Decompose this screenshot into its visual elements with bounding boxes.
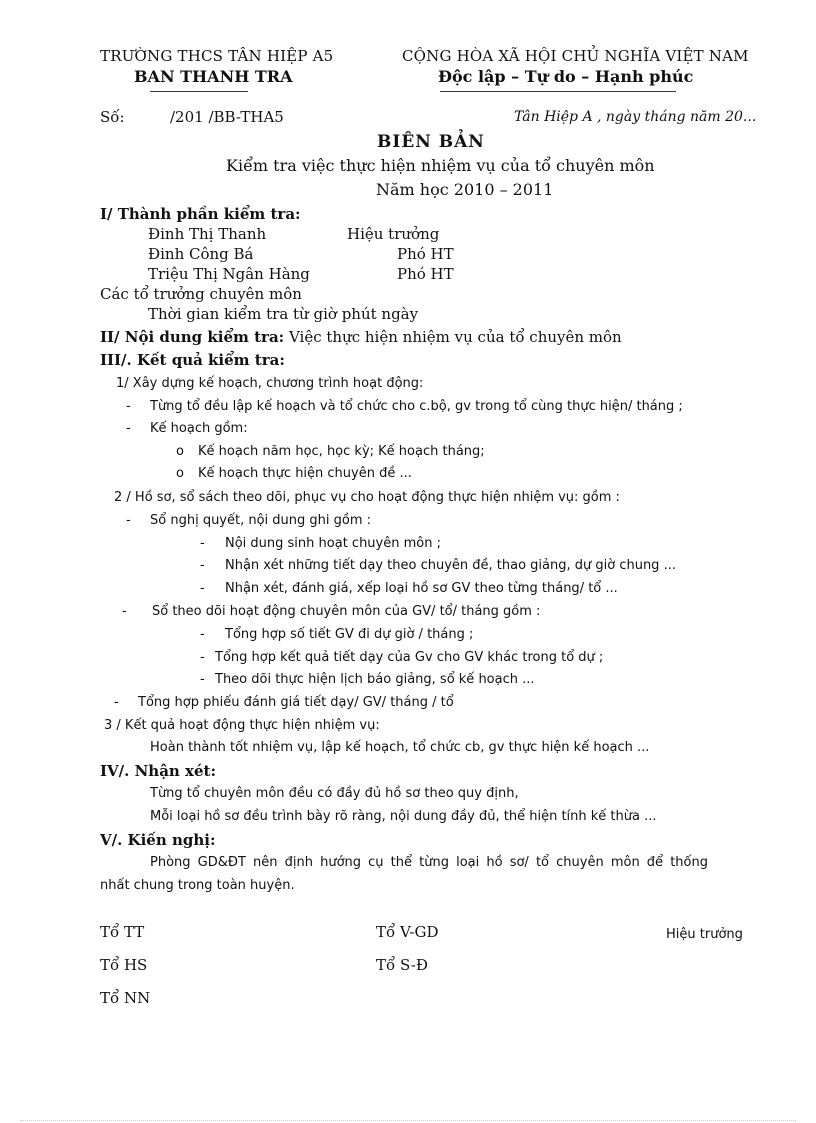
dash-bullet: - — [126, 513, 131, 528]
signature-group-vgd: Tổ V-GD — [376, 923, 439, 941]
page-bottom-border — [20, 1120, 796, 1121]
school-year: Năm học 2010 – 2011 — [376, 180, 554, 199]
signature-group-sd: Tổ S-Đ — [376, 956, 428, 974]
dash-bullet: - — [126, 399, 131, 414]
result-item-2b: Sổ theo dõi hoạt động chuyên môn của GV/ tổ/ tháng gồm : — [152, 604, 541, 619]
dash-bullet: - — [122, 604, 127, 619]
result-item-2: 2 / Hồ sơ, sổ sách theo dõi, phục vụ cho hoạt động thực hiện nhiệm vụ: gồm : — [114, 490, 620, 505]
section-2-heading: II/ Nội dung kiểm tra: — [100, 328, 285, 346]
school-name: TRƯỜNG THCS TÂN HIỆP A5 — [100, 47, 334, 65]
dash-bullet: - — [200, 627, 205, 642]
result-item-2b1: Tổng hợp số tiết GV đi dự giờ / tháng ; — [225, 627, 474, 642]
result-item-2c: Tổng hợp phiếu đánh giá tiết dạy/ GV/ tháng / tổ — [138, 695, 454, 710]
inspection-time: Thời gian kiểm tra từ giờ phút ngày — [148, 305, 419, 323]
republic-title: CỘNG HÒA XÃ HỘI CHỦ NGHĨA VIỆT NAM — [402, 47, 749, 65]
signature-group-nn: Tổ NN — [100, 989, 151, 1007]
result-item-1a: Từng tổ đều lập kế hoạch và tổ chức cho c.bộ, gv trong tổ cùng thực hiện/ tháng ; — [150, 399, 683, 414]
circle-bullet: o — [176, 444, 184, 459]
result-item-1b1: Kế hoạch năm học, học kỳ; Kế hoạch tháng; — [198, 444, 485, 459]
section-2-text: Việc thực hiện nhiệm vụ của tổ chuyên môn — [284, 328, 622, 346]
result-item-2b3: Theo dõi thực hiện lịch báo giảng, sổ kế hoạch ... — [215, 672, 535, 687]
member-name: Triệu Thị Ngân Hàng — [148, 265, 310, 283]
section-5-heading: V/. Kiến nghị: — [100, 831, 216, 849]
member-role: Hiệu trưởng — [347, 225, 440, 243]
dash-bullet: - — [126, 421, 131, 436]
proposal-line-1: Phòng GD&ĐT nên định hướng cụ thể từng loại hồ sơ/ tổ chuyên môn để thống — [150, 855, 708, 870]
member-name: Đinh Thị Thanh — [148, 225, 267, 243]
section-2-line — [100, 327, 622, 347]
result-item-1: 1/ Xây dựng kế hoạch, chương trình hoạt động: — [116, 376, 424, 391]
result-item-1b: Kế hoạch gồm: — [150, 421, 248, 436]
proposal-line-2: nhất chung trong toàn huyện. — [100, 878, 295, 893]
result-item-2a1: Nội dung sinh hoạt chuyên môn ; — [225, 536, 441, 551]
member-role: Phó HT — [397, 245, 454, 263]
unit-name: BAN THANH TRA — [134, 67, 293, 86]
member-name: Đinh Công Bá — [148, 245, 254, 263]
section-4-heading: IV/. Nhận xét: — [100, 762, 216, 780]
dash-bullet: - — [200, 581, 205, 596]
result-item-3a: Hoàn thành tốt nhiệm vụ, lập kế hoạch, tổ chức cb, gv thực hiện kế hoạch ... — [150, 740, 650, 755]
result-item-2a2: Nhận xét những tiết dạy theo chuyên đề, thao giảng, dự giờ chung ... — [225, 558, 676, 573]
signature-group-hs: Tổ HS — [100, 956, 148, 974]
document-number: /201 /BB-THA5 — [170, 108, 284, 126]
section-3-heading: III/. Kết quả kiểm tra: — [100, 351, 285, 369]
result-item-2b2: Tổng hợp kết quả tiết dạy của Gv cho GV khác trong tổ dự ; — [215, 650, 604, 665]
result-item-2a: Sổ nghị quyết, nội dung ghi gồm : — [150, 513, 372, 528]
document-number-label: Số: — [100, 108, 125, 126]
signature-group-tt: Tổ TT — [100, 923, 145, 941]
dash-bullet: - — [114, 695, 119, 710]
signature-principal: Hiệu trưởng — [666, 927, 743, 942]
dash-bullet: - — [200, 536, 205, 551]
comment-line-1: Từng tổ chuyên môn đều có đầy đủ hồ sơ theo quy định, — [150, 786, 519, 801]
circle-bullet: o — [176, 466, 184, 481]
member-role: Phó HT — [397, 265, 454, 283]
result-item-3: 3 / Kết quả hoạt động thực hiện nhiệm vụ: — [104, 718, 380, 733]
motto-underline — [440, 91, 676, 92]
comment-line-2: Mỗi loại hồ sơ đều trình bày rõ ràng, nội dung đầy đủ, thể hiện tính kế thừa ... — [150, 809, 657, 824]
dash-bullet: - — [200, 672, 205, 687]
dash-bullet: - — [200, 558, 205, 573]
document-title: BIÊN BẢN — [377, 132, 485, 152]
document-subtitle: Kiểm tra việc thực hiện nhiệm vụ của tổ chuyên môn — [226, 156, 655, 175]
dash-bullet: - — [200, 650, 205, 665]
department-heads: Các tổ trưởng chuyên môn — [100, 285, 302, 303]
unit-underline — [150, 91, 248, 92]
section-1-heading: I/ Thành phần kiểm tra: — [100, 205, 301, 223]
motto: Độc lập – Tự do – Hạnh phúc — [438, 67, 694, 86]
result-item-2a3: Nhận xét, đánh giá, xếp loại hồ sơ GV theo từng tháng/ tổ ... — [225, 581, 618, 596]
result-item-1b2: Kế hoạch thực hiện chuyên đề ... — [198, 466, 412, 481]
place-date: Tân Hiệp A , ngày tháng năm 20... — [514, 109, 757, 125]
